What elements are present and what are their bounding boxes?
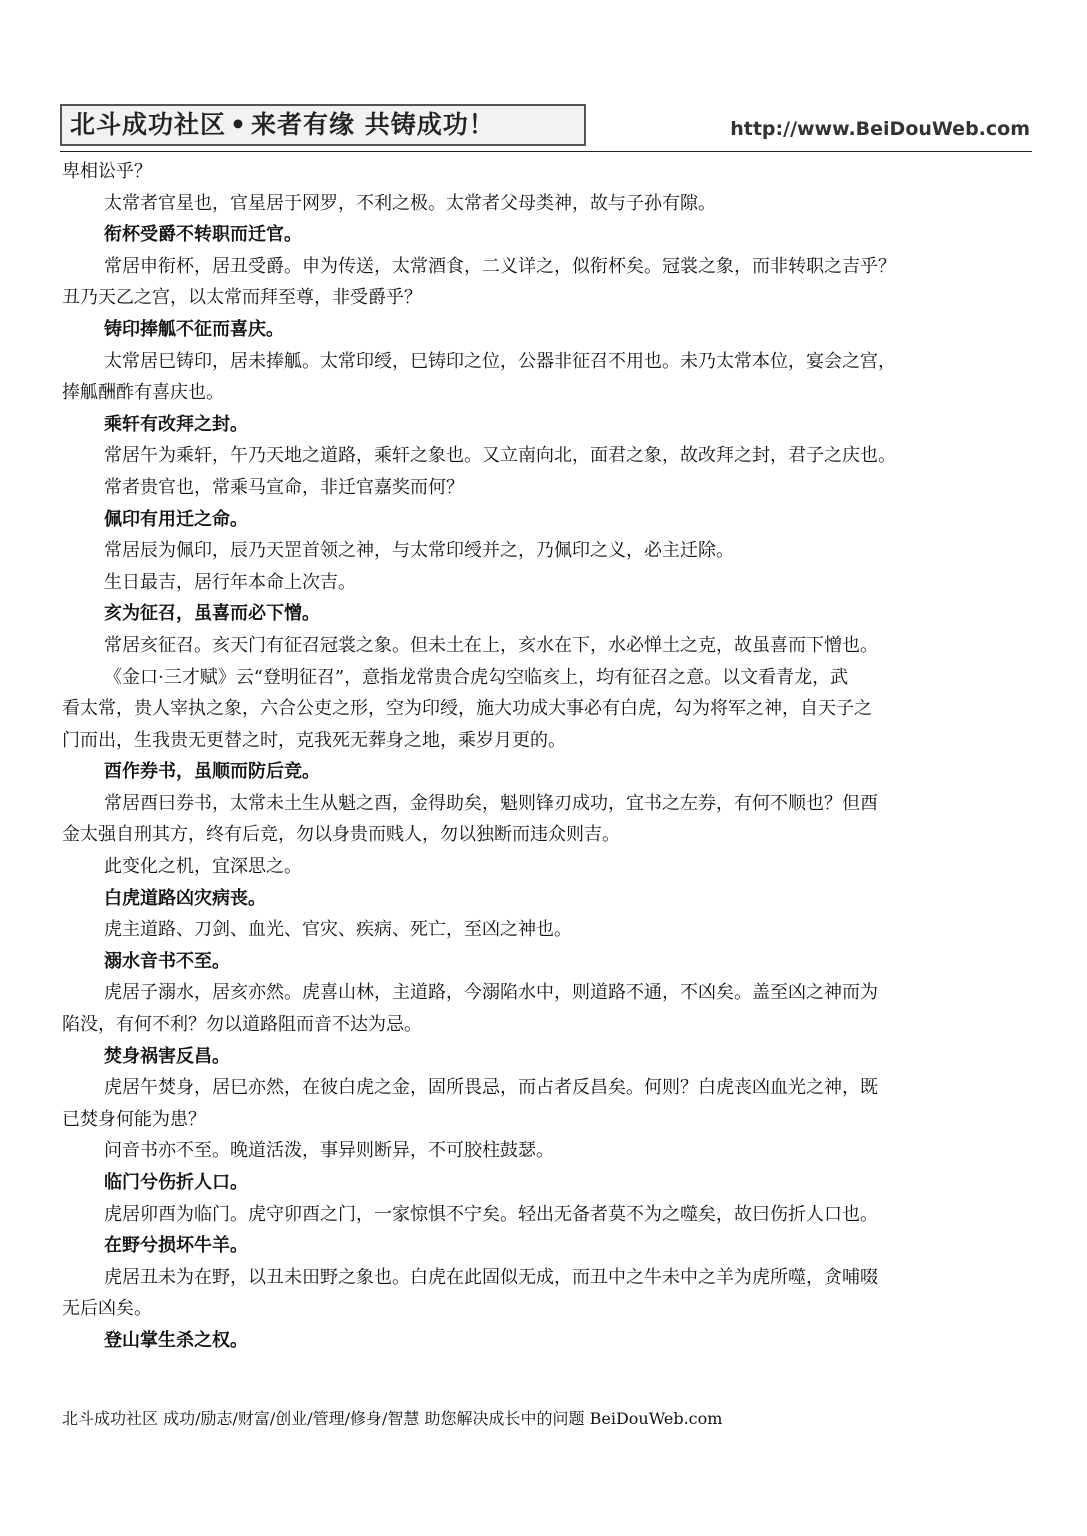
text-line: 金太强自刑其方，终有后竞，勿以身贵而贱人，勿以独断而违众则吉。 (62, 824, 620, 846)
section-heading: 酉作券书，虽顺而防后竞。 (104, 761, 320, 783)
section-heading: 焚身祸害反昌。 (104, 1045, 230, 1067)
section-heading: 佩印有用迁之命。 (104, 508, 248, 530)
document-body (62, 156, 1030, 1357)
text-line: 虎居午焚身，居巳亦然，在彼白虎之金，固所畏忌，而占者反昌矣。何则？白虎丧凶血光之神，既 (104, 1077, 878, 1099)
text-line: 门而出，生我贵无更替之时，克我死无葬身之地，乘岁月更的。 (62, 729, 566, 751)
text-line: 常居午为乘轩，午乃天地之道路，乘轩之象也。又立南向北，面君之象，故改拜之封，君子之庆也。 (104, 445, 896, 467)
text-line: 虎居子溺水，居亥亦然。虎喜山林，主道路，今溺陷水中，则道路不通，不凶矣。盖至凶之神而为 (104, 982, 878, 1004)
page-footer: 北斗成功社区 成功/励志/财富/创业/管理/修身/智慧 助您解决成长中的问题 BeiDouWeb.com (62, 1409, 723, 1428)
text-line: 《金口·三才赋》云“登明征召”，意指龙常贵合虎勾空临亥上，均有征召之意。以文看青龙，武 (104, 666, 849, 688)
text-line: 此变化之机，宜深思之。 (104, 856, 302, 878)
text-line: 已焚身何能为患？ (62, 1108, 206, 1130)
text-line: 看太常，贵人宰执之象，六合公吏之形，空为印绶，施大功成大事必有白虎，勾为将军之神，自天子之 (62, 698, 872, 720)
site-url[interactable]: http://www.BeiDouWeb.com (730, 118, 1030, 140)
banner-slogan: 来者有缘 共铸成功！ (251, 110, 495, 139)
text-line: 卑相讼乎？ (62, 161, 152, 182)
text-line: 常居酉曰券书，太常未土生从魁之酉，金得助矣，魁则锋刃成功，宜书之左券，有何不顺也？但酉 (104, 792, 878, 814)
section-heading: 乘轩有改拜之封。 (104, 413, 248, 435)
text-line: 常居申衔杯，居丑受爵。申为传送，太常酒食，二义详之，似衔杯矣。冠裳之象，而非转职之吉乎？ (104, 255, 896, 277)
section-heading: 在野兮损坏牛羊。 (104, 1235, 248, 1257)
section-heading: 铸印捧觚不征而喜庆。 (104, 318, 284, 340)
text-line: 虎居丑未为在野，以丑未田野之象也。白虎在此固似无成，而丑中之牛未中之羊为虎所噬，贪哺啜 (104, 1266, 878, 1288)
section-heading: 溺水音书不至。 (104, 950, 230, 972)
text-line: 太常者官星也，官星居于网罗，不利之极。太常者父母类神，故与子孙有隙。 (104, 192, 716, 214)
text-line: 虎居卯酉为临门。虎守卯酉之门，一家惊惧不宁矣。轻出无备者莫不为之噬矣，故曰伤折人口也。 (104, 1203, 878, 1225)
site-banner (60, 104, 586, 146)
text-line: 陷没，有何不利？勿以道路阻而音不达为忌。 (62, 1014, 422, 1036)
page-header (60, 104, 1032, 154)
section-heading: 亥为征召，虽喜而必下憎。 (104, 603, 320, 625)
text-line: 无后凶矣。 (62, 1298, 152, 1320)
banner-separator-dot: • (230, 110, 247, 139)
section-heading: 白虎道路凶灾病丧。 (104, 887, 266, 909)
text-line: 问音书亦不至。晚道活泼，事异则断异，不可胶柱鼓瑟。 (104, 1140, 554, 1162)
section-heading: 衔杯受爵不转职而迁官。 (104, 224, 302, 246)
text-line: 常者贵官也，常乘马宣命，非迁官嘉奖而何？ (104, 476, 464, 498)
section-heading: 登山掌生杀之权。 (104, 1329, 248, 1351)
section-heading: 临门兮伤折人口。 (104, 1172, 248, 1193)
banner-site-name: 北斗成功社区 (70, 110, 227, 139)
header-divider (60, 151, 1032, 152)
text-line: 虎主道路、刀剑、血光、官灾、疾病、死亡，至凶之神也。 (104, 919, 572, 941)
text-line: 生日最吉，居行年本命上次吉。 (104, 571, 356, 593)
text-line: 丑乃天乙之宫，以太常而拜至尊，非受爵乎？ (62, 287, 422, 309)
text-line: 太常居巳铸印，居未捧觚。太常印绶，巳铸印之位，公器非征召不用也。未乃太常本位，宴会之宫， (104, 350, 896, 372)
text-line: 常居辰为佩印，辰乃天罡首领之神，与太常印绶并之，乃佩印之义，必主迁除。 (104, 540, 734, 562)
text-line: 捧觚酬酢有喜庆也。 (62, 382, 224, 404)
text-line: 常居亥征召。亥天门有征召冠裳之象。但未土在上，亥水在下，水必惮土之克，故虽喜而下憎也。 (104, 634, 878, 656)
